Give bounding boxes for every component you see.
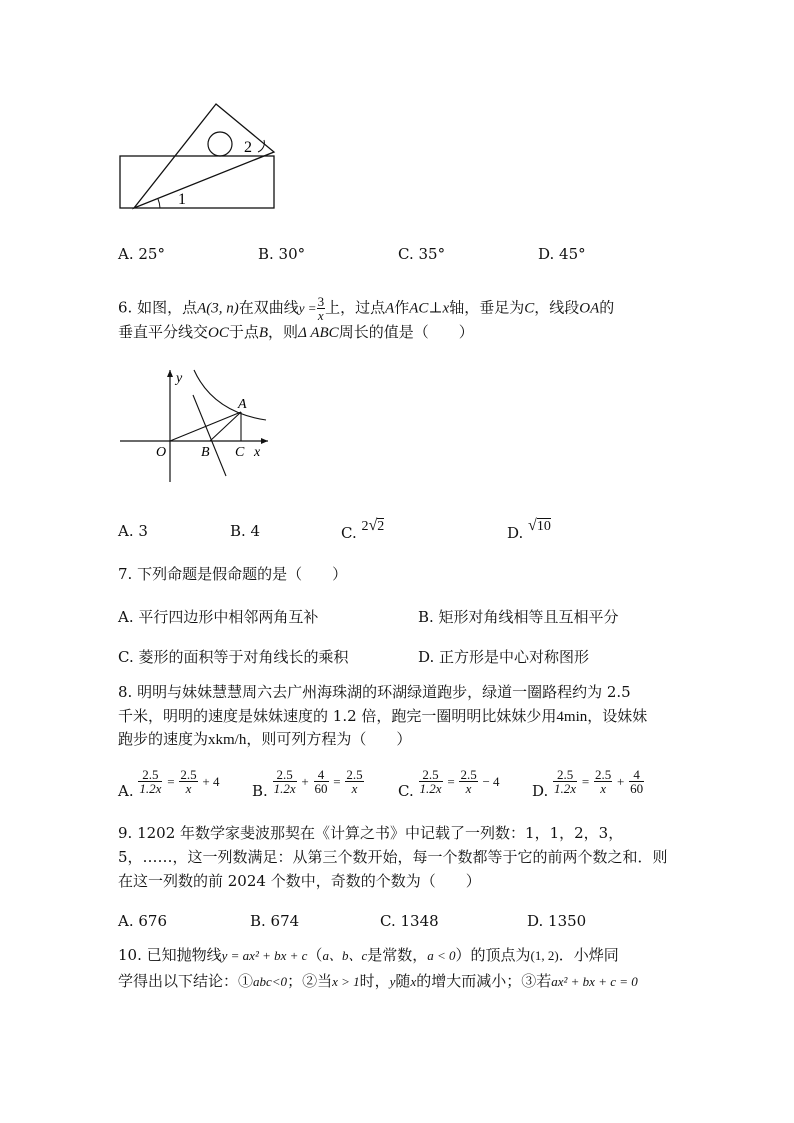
q6-stem-line2: 垂直平分线交OC于点B，则Δ ABC周长的值是（ ） bbox=[118, 323, 474, 341]
q9-option-b: B. 674 bbox=[250, 912, 300, 930]
q9-stem-line1: 9. 1202 年数学家斐波那契在《计算之书》中记载了一列数：1，1，2，3， bbox=[118, 824, 624, 842]
q8-option-d: D. $\frac{2.5}{1.2x}$ = $\frac{2.5}{x}$ + $\frac{4}{60}$ bbox=[532, 767, 644, 800]
q6-curve-fraction: $\frac{3}{x}$ bbox=[317, 294, 325, 323]
q6-fig-O: O bbox=[156, 445, 167, 460]
q5-option-b: B. 30° bbox=[258, 245, 306, 263]
q5-option-c: C. 35° bbox=[398, 245, 446, 263]
q6-option-c: C. 2√2 bbox=[341, 517, 385, 542]
q9-option-a: A. 676 bbox=[118, 912, 167, 930]
q6-fig-B: B bbox=[201, 445, 210, 460]
q5-option-d: D. 45° bbox=[538, 245, 586, 263]
q9-option-d: D. 1350 bbox=[527, 912, 587, 930]
q9-stem-line2: 5，……，这一列数满足：从第三个数开始，每一个数都等于它的前两个数之和．则 bbox=[118, 848, 668, 866]
q7-option-a: A. 平行四边形中相邻两角互补 bbox=[118, 608, 319, 626]
q8-stem-line2: 千米，明明的速度是妹妹速度的 1.2 倍，跑完一圈明明比妹妹少用4min，设妹妹 bbox=[118, 707, 648, 725]
q6-option-b: B. 4 bbox=[230, 522, 261, 540]
q8-option-b: B. $\frac{2.5}{1.2x}$ + $\frac{4}{60}$ = $\frac{2.5}{x}$ bbox=[252, 767, 363, 800]
q8-stem-line1: 8. 明明与妹妹慧慧周六去广州海珠湖的环湖绿道跑步，绿道一圈路程约为 2.5 bbox=[118, 683, 631, 701]
q6-figure bbox=[118, 362, 278, 484]
q6-fig-C: C bbox=[235, 445, 245, 460]
q7-option-b: B. 矩形对角线相等且互相平分 bbox=[418, 608, 619, 626]
q7-option-d: D. 正方形是中心对称图形 bbox=[418, 648, 590, 666]
q6-option-d: D. √10 bbox=[507, 517, 551, 542]
q8-stem-line3: 跑步的速度为xkm/h，则可列方程为（ ） bbox=[118, 730, 412, 748]
q5-label-2: 2 bbox=[244, 139, 252, 156]
q6-option-a: A. 3 bbox=[118, 522, 148, 540]
q6-fig-x: x bbox=[254, 445, 261, 460]
q10-stem-line1: 10. 已知抛物线y = ax² + bx + c（a、b、c是常数，a < 0）的顶点为(1, 2)．小烨同 bbox=[118, 946, 619, 964]
q5-option-a: A. 25° bbox=[118, 245, 165, 263]
q6-stem-line1: 6. 如图，点A(3, n)在双曲线y = $\frac{3}{x}$ 上，过点A作AC⊥x轴，垂足为C，线段OA的 bbox=[118, 294, 615, 323]
q7-option-c: C. 菱形的面积等于对角线长的乘积 bbox=[118, 648, 349, 666]
q7-stem: 7. 下列命题是假命题的是（ ） bbox=[118, 565, 348, 583]
q5-label-1: 1 bbox=[178, 191, 186, 208]
q8-option-c: C. $\frac{2.5}{1.2x}$ = $\frac{2.5}{x}$ − 4 bbox=[398, 767, 500, 800]
q10-stem-line2: 学得出以下结论：①abc<0；②当x > 1时，y随x的增大而减小；③若ax² + bx + c = 0 bbox=[118, 972, 638, 990]
q9-option-c: C. 1348 bbox=[380, 912, 439, 930]
q8-option-a: A. $\frac{2.5}{1.2x}$ = $\frac{2.5}{x}$ + 4 bbox=[118, 767, 220, 800]
q9-stem-line3: 在这一列数的前 2024 个数中，奇数的个数为（ ） bbox=[118, 872, 481, 890]
q5-figure bbox=[116, 100, 286, 215]
q6-fig-y: y bbox=[176, 371, 183, 386]
q6-fig-A: A bbox=[238, 397, 247, 412]
